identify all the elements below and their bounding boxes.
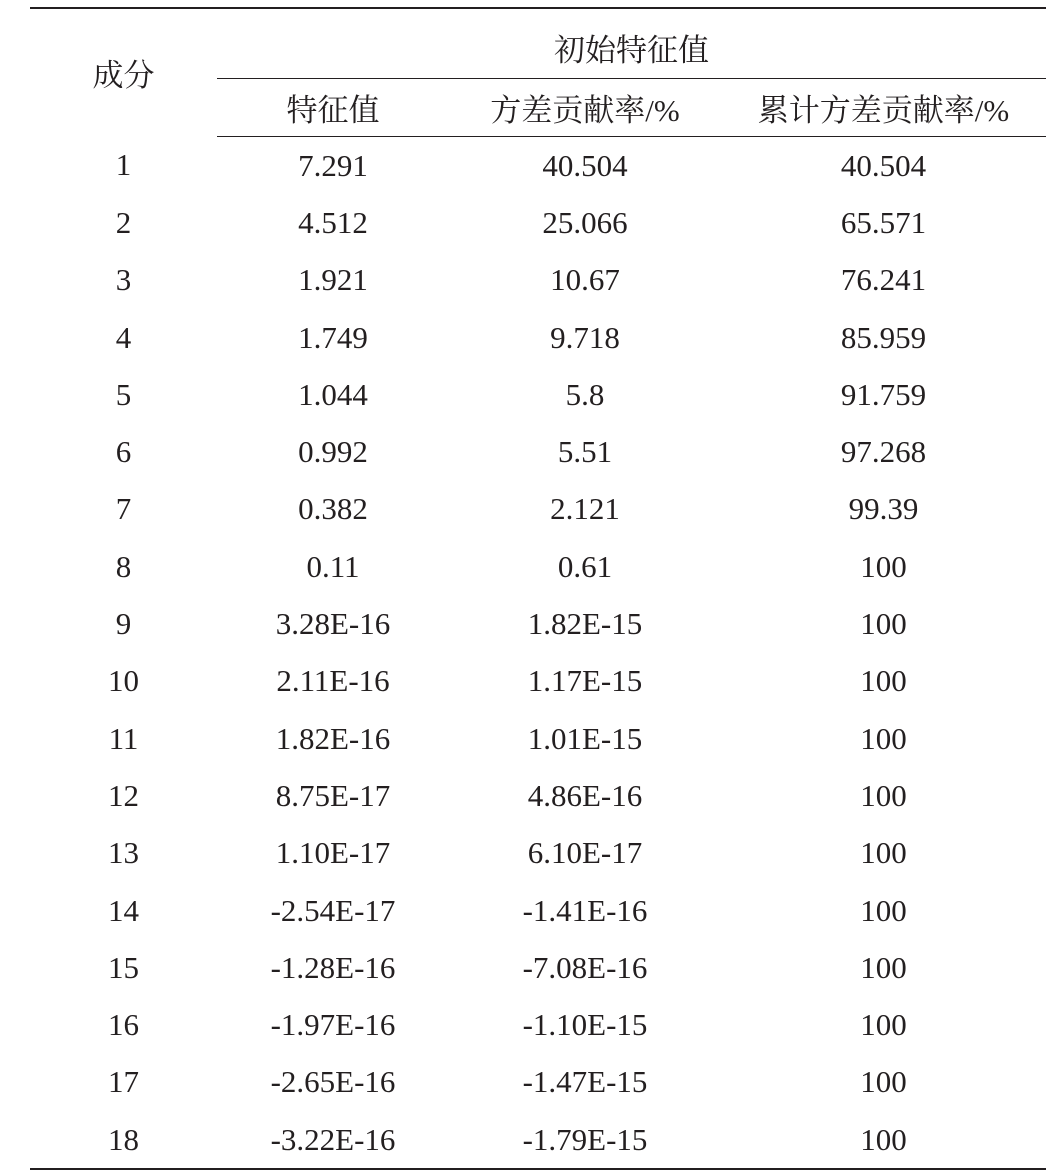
table-header — [30, 8, 1046, 137]
table-body — [30, 137, 1046, 1170]
table-row — [30, 653, 1046, 710]
cell-component: 9 — [115, 606, 132, 642]
cell-component: 3 — [115, 262, 132, 298]
cell-component: 18 — [30, 1111, 217, 1169]
cell-cumulative-variance: 100 — [860, 835, 907, 871]
cell-eigenvalue: 7.291 — [298, 147, 368, 183]
cell-variance-contribution: 5.8 — [565, 376, 605, 412]
cell-component: 2 — [115, 204, 132, 240]
table-row — [30, 538, 1046, 595]
cell-variance-contribution: -7.08E-16 — [522, 949, 648, 985]
cell-eigenvalue: 1.82E-16 — [275, 720, 391, 756]
cell-cumulative-variance: 100 — [860, 892, 907, 928]
cell-cumulative-variance: 100 — [860, 663, 907, 699]
cell-cumulative-variance: 91.759 — [840, 376, 927, 412]
table-row — [30, 825, 1046, 882]
cell-variance-contribution: 10.67 — [550, 262, 620, 298]
cell-eigenvalue: 4.512 — [298, 204, 368, 240]
cell-eigenvalue: -1.28E-16 — [270, 949, 396, 985]
cell-variance-contribution: 9.718 — [550, 319, 620, 355]
cell-cumulative-variance: 65.571 — [840, 204, 927, 240]
cell-eigenvalue: -1.97E-16 — [270, 1007, 396, 1043]
cell-component: 13 — [108, 835, 139, 871]
cell-variance-contribution: 6.10E-17 — [527, 835, 643, 871]
table-row — [30, 710, 1046, 767]
cell-variance-contribution: -1.41E-16 — [522, 892, 648, 928]
cell-eigenvalue: 3.28E-16 — [275, 606, 391, 642]
table-row — [30, 996, 1046, 1053]
table-row — [30, 137, 1046, 195]
cell-cumulative-variance: 100 — [860, 1007, 907, 1043]
table-row — [30, 481, 1046, 538]
cell-component: 17 — [108, 1064, 139, 1100]
cell-cumulative-variance: 99.39 — [848, 491, 919, 527]
table-row — [30, 309, 1046, 366]
cell-eigenvalue: 0.992 — [298, 434, 368, 470]
cell-component: 14 — [108, 892, 139, 928]
cell-eigenvalue: 1.044 — [298, 376, 368, 412]
cell-eigenvalue: 0.11 — [306, 548, 360, 584]
cell-eigenvalue: 2.11E-16 — [276, 663, 390, 699]
cell-cumulative-variance: 40.504 — [840, 147, 927, 183]
cell-component: 6 — [115, 434, 132, 470]
table-row — [30, 939, 1046, 996]
table-row — [30, 252, 1046, 309]
table-row — [30, 767, 1046, 824]
cell-eigenvalue: 0.382 — [298, 491, 368, 527]
table-row — [30, 595, 1046, 652]
table-row — [30, 1054, 1046, 1111]
cell-cumulative-variance: 100 — [860, 949, 907, 985]
header-component: 成分 — [30, 8, 217, 137]
eigenvalue-table — [30, 7, 1046, 1170]
cell-component: 8 — [115, 548, 132, 584]
cell-variance-contribution: -1.10E-15 — [522, 1007, 648, 1043]
cell-variance-contribution: 1.17E-15 — [527, 663, 643, 699]
table-row — [30, 423, 1046, 480]
cell-component: 4 — [115, 319, 132, 355]
cell-variance-contribution: 1.01E-15 — [527, 720, 643, 756]
cell-cumulative-variance: 100 — [860, 720, 907, 756]
cell-variance-contribution: 25.066 — [542, 204, 628, 240]
cell-variance-contribution: 0.61 — [557, 548, 613, 584]
cell-cumulative-variance: 100 — [860, 548, 907, 584]
table-row — [30, 194, 1046, 251]
cell-cumulative-variance: 100 — [860, 606, 907, 642]
cell-eigenvalue: -2.54E-17 — [270, 892, 396, 928]
header-group-initial-eigenvalues: 初始特征值 — [217, 8, 1046, 79]
cell-component: 12 — [108, 777, 139, 813]
cell-cumulative-variance: 100 — [860, 777, 907, 813]
cell-eigenvalue: 8.75E-17 — [275, 777, 391, 813]
cell-variance-contribution: -1.47E-15 — [522, 1064, 648, 1100]
header-cumulative-variance: 累计方差贡献率/% — [721, 79, 1046, 137]
cell-variance-contribution: 2.121 — [550, 491, 620, 527]
table-row — [30, 882, 1046, 939]
cell-variance-contribution: 1.82E-15 — [527, 606, 643, 642]
cell-variance-contribution: 5.51 — [557, 434, 613, 470]
cell-cumulative-variance: 100 — [721, 1111, 1046, 1169]
cell-eigenvalue: 1.921 — [298, 262, 368, 298]
header-variance-contribution: 方差贡献率/% — [449, 79, 721, 137]
cell-cumulative-variance: 85.959 — [840, 319, 927, 355]
table-row — [30, 366, 1046, 423]
cell-component: 15 — [108, 949, 139, 985]
cell-eigenvalue: 1.749 — [298, 319, 368, 355]
cell-cumulative-variance: 100 — [860, 1064, 907, 1100]
cell-cumulative-variance: 97.268 — [840, 434, 927, 470]
table-row — [30, 1111, 1046, 1169]
cell-variance-contribution: 40.504 — [542, 147, 628, 183]
cell-component: 16 — [108, 1007, 139, 1043]
cell-component: 1 — [115, 147, 132, 183]
cell-eigenvalue: 1.10E-17 — [275, 835, 391, 871]
cell-eigenvalue: -2.65E-16 — [270, 1064, 396, 1100]
cell-variance-contribution: -1.79E-15 — [449, 1111, 721, 1169]
cell-eigenvalue: -3.22E-16 — [217, 1111, 449, 1169]
cell-cumulative-variance: 76.241 — [840, 262, 927, 298]
cell-variance-contribution: 4.86E-16 — [527, 777, 643, 813]
cell-component: 7 — [115, 491, 132, 527]
header-eigenvalue: 特征值 — [217, 79, 449, 137]
cell-component: 11 — [108, 720, 139, 756]
eigenvalue-table-container — [30, 7, 1046, 1170]
cell-component: 10 — [108, 663, 139, 699]
cell-component: 5 — [115, 376, 132, 412]
